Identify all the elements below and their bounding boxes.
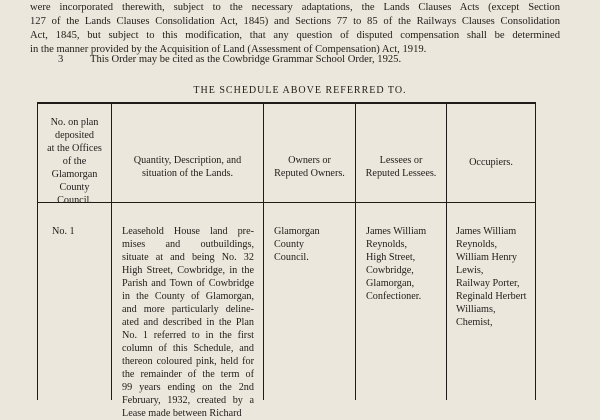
- header-line: Glamorgan: [51, 169, 98, 180]
- lessees-line: Confectioner.: [366, 291, 422, 302]
- description-line: ated and described in the Plan: [122, 317, 254, 328]
- owners-line: County: [274, 239, 305, 250]
- column-rule: [263, 102, 264, 400]
- description-line: Lease made between Richard: [122, 408, 242, 419]
- clause-number: 3: [58, 54, 64, 65]
- cell-plan-no: No. 1: [52, 226, 75, 237]
- header-line: of the: [62, 156, 87, 167]
- description-line: in the County of Glamorgan,: [122, 291, 254, 302]
- header-line: Reputed Lessees.: [365, 168, 437, 179]
- header-line: Lessees or: [379, 155, 423, 166]
- intro-line: 127 of the Lands Clauses Consolidation Act, 1845) and Sections 77 to 85 of the Railways Clauses Consolidation: [30, 16, 560, 27]
- description-line: and more particularly deline-: [122, 304, 254, 315]
- occupiers-line: Reynolds,: [456, 239, 498, 250]
- header-line: deposited: [54, 130, 95, 141]
- lessees-line: Reynolds,: [366, 239, 408, 250]
- description-line: 99 years ending on the 2nd: [122, 382, 254, 393]
- description-line: Leasehold House land pre-: [122, 226, 254, 237]
- column-header-occupiers: [447, 156, 535, 169]
- occupiers-line: Railway Porter,: [456, 278, 520, 289]
- occupiers-line: James William: [456, 226, 517, 237]
- owners-line: Glamorgan: [274, 226, 320, 237]
- column-rule: [535, 102, 536, 400]
- description-line: thereon coloured pink, held for: [122, 356, 254, 367]
- intro-paragraph: [30, 1, 560, 57]
- description-line: February, 1932, created by a: [122, 395, 254, 406]
- header-line: County: [59, 182, 90, 193]
- description-line: column of this Schedule, and: [122, 343, 254, 354]
- header-line: Owners or: [288, 155, 331, 166]
- header-line: Occupiers.: [469, 157, 513, 168]
- header-line: situation of the Lands.: [141, 168, 234, 179]
- column-header-owners: [264, 154, 355, 180]
- column-rule: [446, 102, 447, 400]
- column-header-lessees: [356, 154, 446, 180]
- intro-line: in the manner provided by the Acquisition of Land (Assessment of Compensation) Act, 1919.: [30, 44, 427, 55]
- header-line: Reputed Owners.: [274, 168, 345, 179]
- description-line: mises and outbuildings,: [122, 239, 254, 250]
- header-line: Quantity, Description, and: [133, 155, 242, 166]
- occupiers-line: William Henry: [456, 252, 517, 263]
- lessees-line: James William: [366, 226, 427, 237]
- clause-text: This Order may be cited as the Cowbridge Grammar School Order, 1925.: [90, 54, 402, 65]
- cell-description: [122, 225, 254, 420]
- schedule-heading: THE SCHEDULE ABOVE REFERRED TO.: [193, 85, 407, 96]
- column-header-description: [112, 154, 263, 180]
- lessees-line: High Street,: [366, 252, 416, 263]
- lessees-line: Cowbridge,: [366, 265, 414, 276]
- description-line: the remainder of the term of: [122, 369, 254, 380]
- header-line: at the Offices: [47, 143, 102, 154]
- description-line: High Street, Cowbridge, in the: [122, 265, 254, 276]
- occupiers-line: Reginald Herbert: [456, 291, 527, 302]
- owners-line: Council.: [274, 252, 309, 263]
- header-line: No. on plan: [50, 117, 99, 128]
- intro-line: were incorporated therewith, subject to the necessary adaptations, the Lands Clauses Acts (except Section: [30, 2, 560, 13]
- cell-lessees: [366, 225, 426, 303]
- column-header-plan-no: [38, 116, 111, 207]
- cell-occupiers: [456, 225, 526, 329]
- occupiers-line: Williams,: [456, 304, 496, 315]
- description-line: situate at and being No. 32: [122, 252, 254, 263]
- occupiers-line: Lewis,: [456, 265, 484, 276]
- occupiers-line: Chemist,: [456, 317, 493, 328]
- column-rule: [355, 102, 356, 400]
- column-rule: [111, 102, 112, 400]
- intro-line: Act, 1845, but subject to this modification, that any question of disputed compensation shall be determined: [30, 30, 560, 41]
- description-line: No. 1 referred to in the first: [122, 330, 254, 341]
- header-line: Council.: [57, 195, 92, 206]
- lessees-line: Glamorgan,: [366, 278, 415, 289]
- cell-owners: [274, 225, 320, 264]
- description-line: Parish and Town of Cowbridge: [122, 278, 254, 289]
